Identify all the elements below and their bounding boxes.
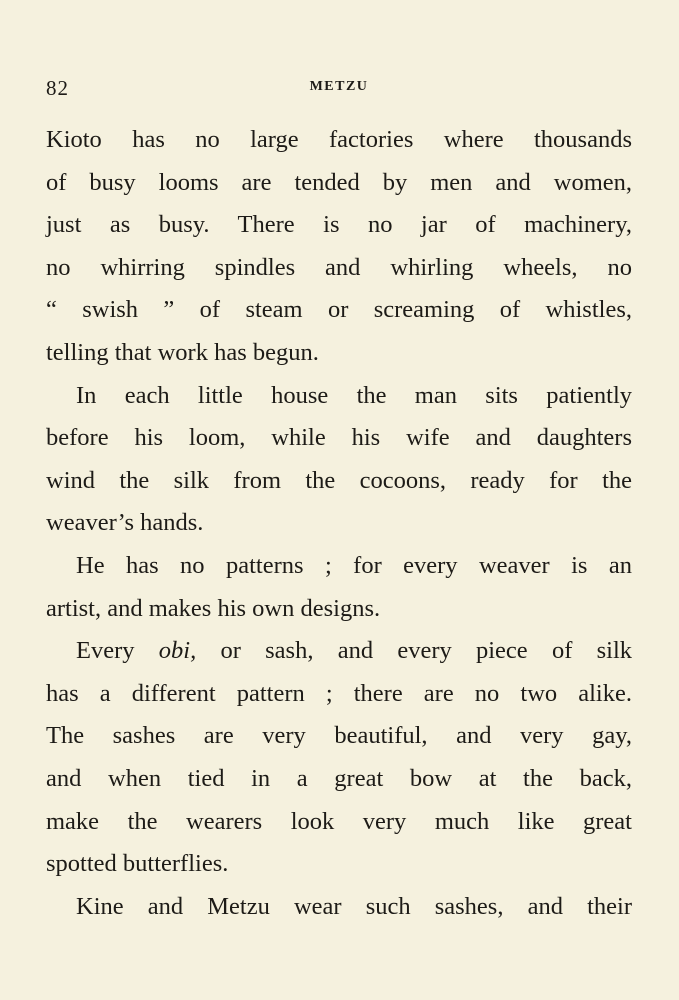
text-line: Kine and Metzu wear such sashes, and their [76,892,632,920]
running-title: METZU [309,79,369,94]
text-line: wind the silk from the cocoons, ready for the [46,466,632,494]
text-line: In each little house the man sits patiently [76,381,632,409]
text-segment: Every [76,637,159,665]
text-line: Kioto has no large factories where thousands [46,126,632,153]
text-line: artist, and makes his own designs. [46,594,381,622]
text-line: no whirring spindles and whirling wheels, no [46,253,632,281]
text-line: just as busy. There is no jar of machinery, [46,211,632,239]
page-header [46,76,632,102]
text-line [46,630,632,673]
text-line: He has no patterns ; for every weaver is an [76,551,632,579]
text-line: make the wearers look very much like great [46,807,632,835]
body-text [46,119,632,928]
text-line: and when tied in a great bow at the back, [46,764,632,792]
text-line: “ swish ” of steam or screaming of whistles, [46,296,632,324]
text-segment: or sash, and every piece of silk [196,637,633,665]
text-line: of busy looms are tended by men and women, [46,168,632,196]
text-line: has a different pattern ; there are no two alike. [46,679,632,707]
text-line: weaver’s hands. [46,509,204,537]
page-number: 82 [46,76,69,100]
text-line: The sashes are very beautiful, and very gay, [46,722,632,750]
italic-word: obi, [158,637,197,665]
text-line: spotted butterflies. [46,850,229,878]
text-line: before his loom, while his wife and daughters [46,424,632,452]
text-line: telling that work has begun. [46,338,319,366]
